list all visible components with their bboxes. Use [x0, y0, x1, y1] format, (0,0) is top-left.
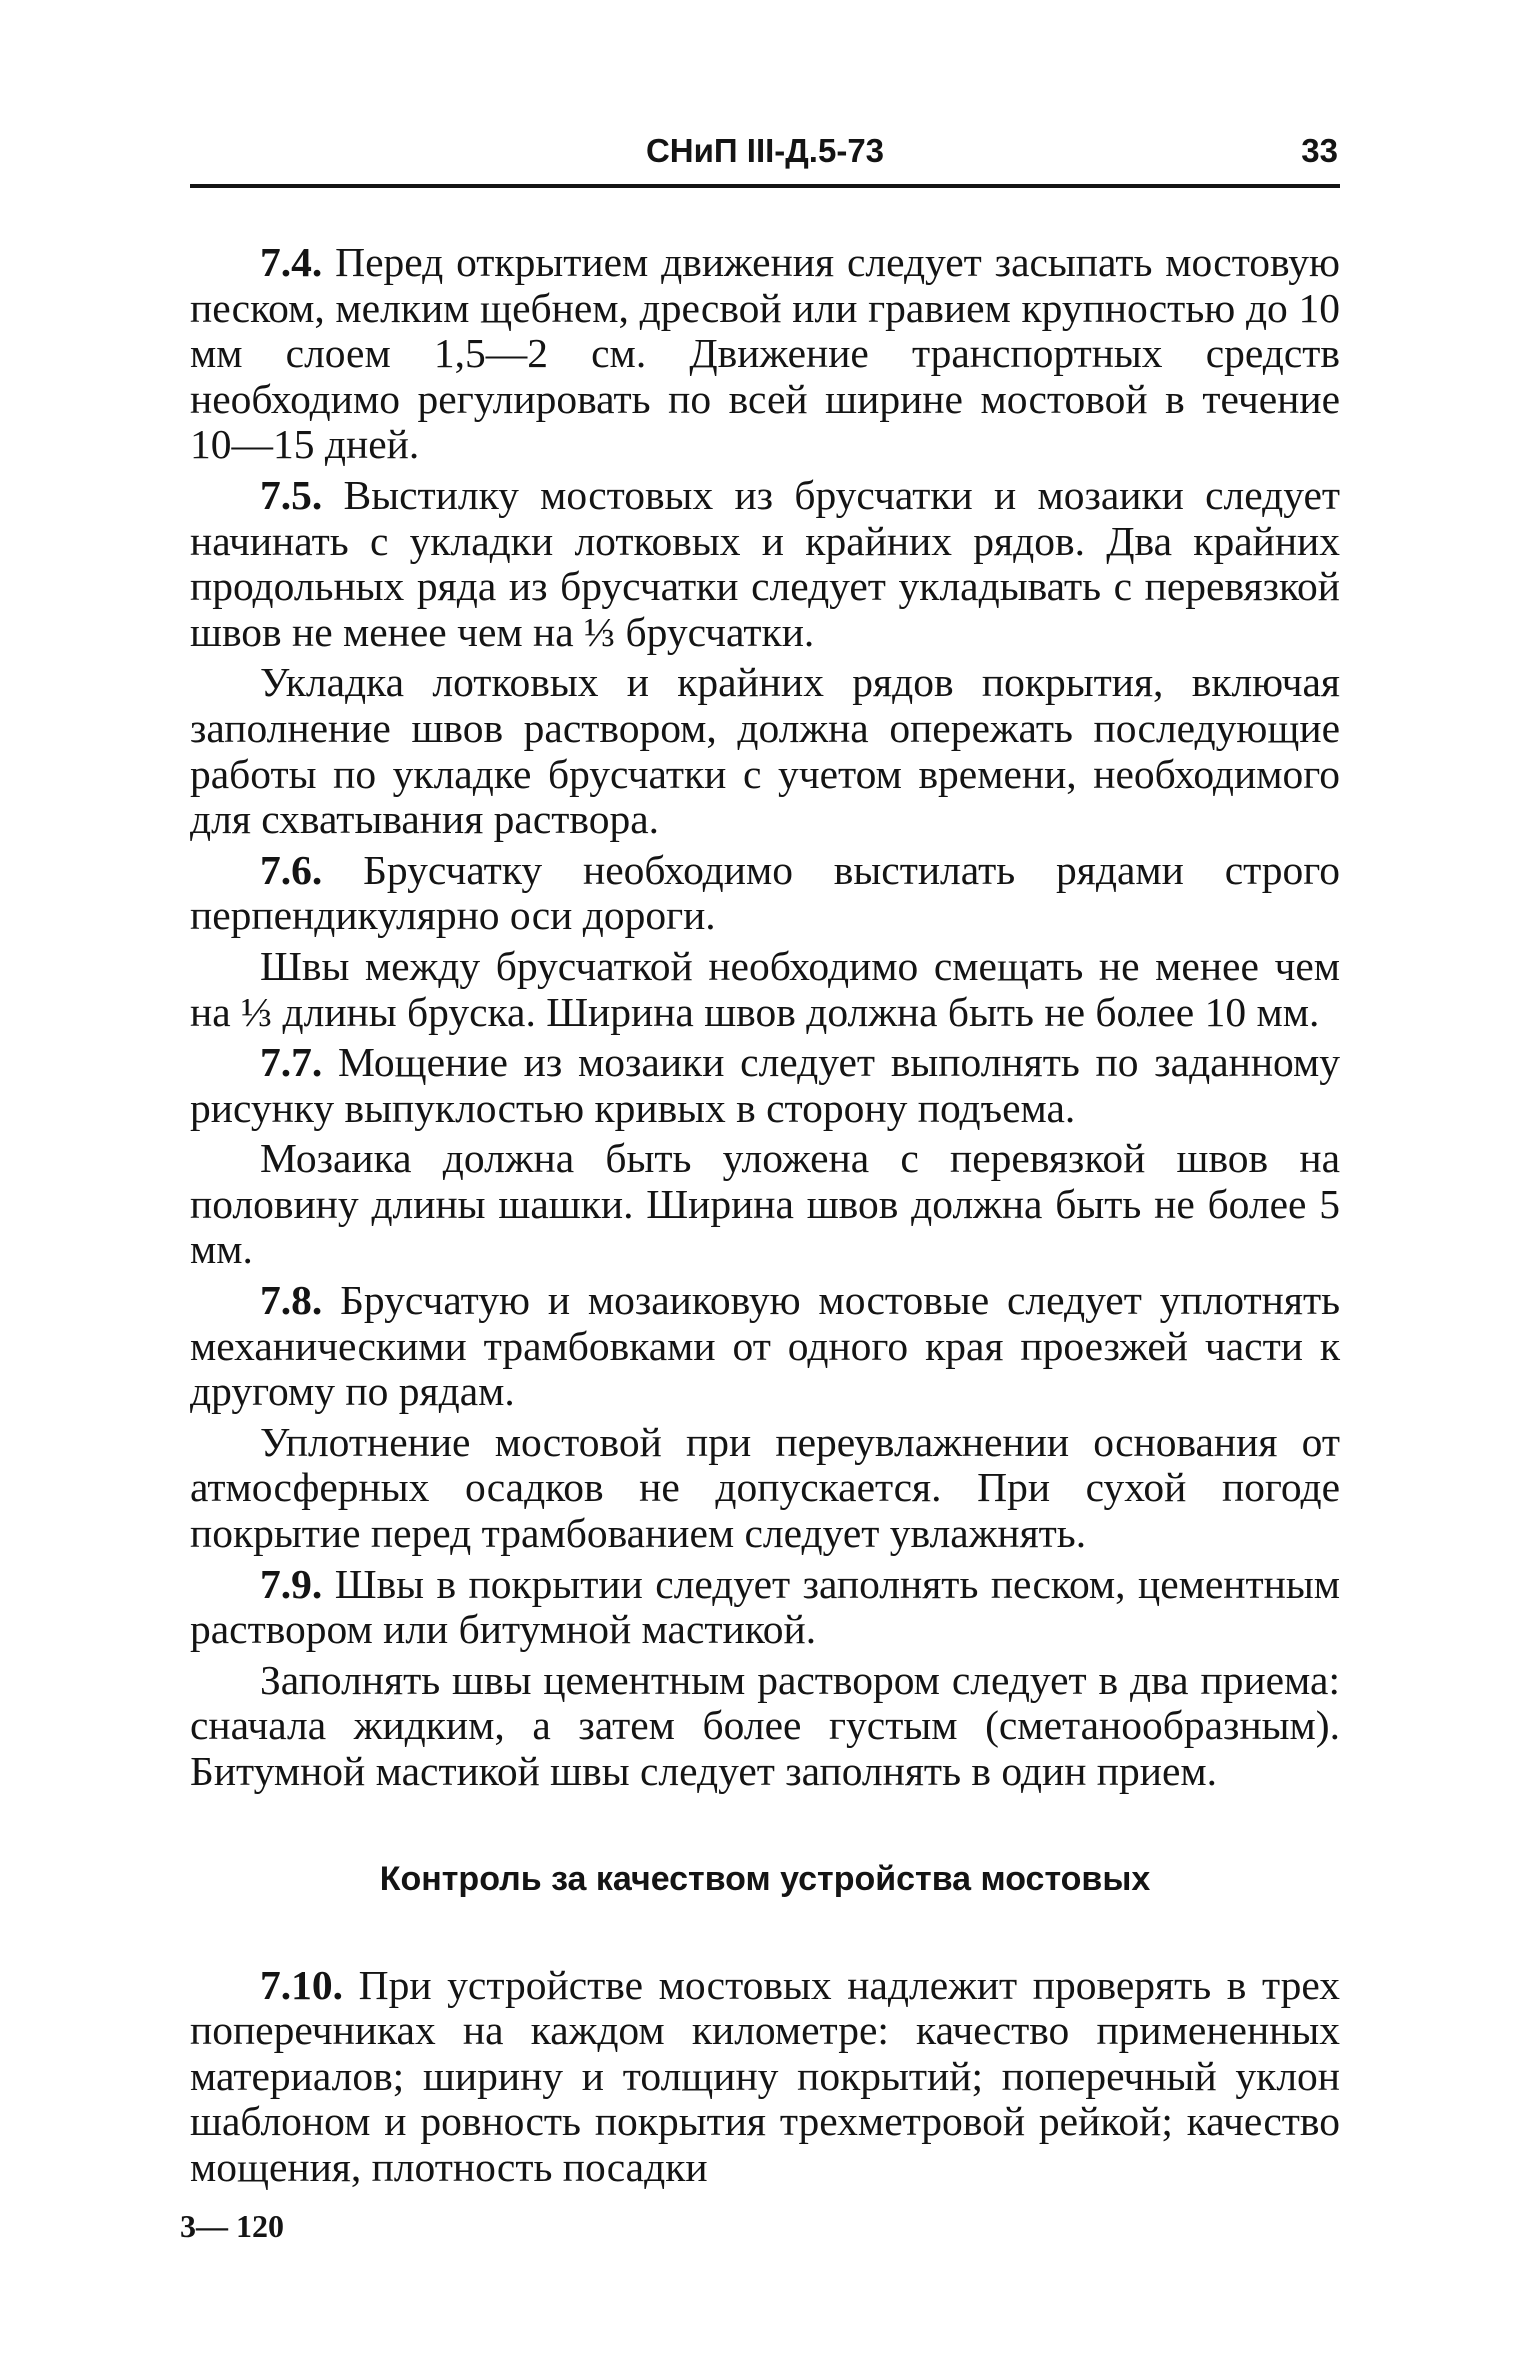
page-header: [190, 126, 1340, 176]
paragraph-text: Швы между брусчаткой необходимо смещать не менее чем на ⅓ длины бруска. Ширина швов должна быть не более 10 мм.: [190, 942, 1340, 1035]
paragraph-text: Выстилку мостовых из брусчатки и мозаики следует начинать с укладки лотковых и крайних рядов. Два крайних продольных ряда из брусчатки следует укладывать с перевязкой швов не менее чем на ⅓ брусчатки.: [190, 471, 1341, 655]
paragraph-text: Швы в покрытии следует заполнять песком, цементным раствором или битумной мастикой.: [190, 1560, 1341, 1653]
clause-number: 7.8.: [260, 1277, 323, 1324]
clause-number: 7.9.: [260, 1560, 323, 1607]
paragraph-text: Брусчатку необходимо выстилать рядами строго перпендикулярно оси дороги.: [190, 846, 1340, 939]
paragraph-text: Мощение из мозаики следует выполнять по заданному рисунку выпуклостью кривых в сторону подъема.: [190, 1039, 1341, 1131]
paragraph: [190, 240, 1340, 468]
paragraph-text: Укладка лотковых и крайних рядов покрытия, включая заполнение швов раствором, должна опережать последующие работы по укладке брусчатки с учетом времени, необходимого для схватывания раствора.: [190, 659, 1340, 843]
signature-mark: 3— 120: [180, 2208, 284, 2244]
paragraph-text: Перед открытием движения следует засыпать мостовую песком, мелким щебнем, дресвой или гравием крупностью до 10 мм слоем 1,5—2 см. Движение транспортных средств необходимо регулировать по всей ширине мостовой в течение 10—15 дней.: [190, 239, 1340, 468]
header-rule: [190, 184, 1340, 188]
paragraph: [190, 1040, 1340, 1131]
clause-number: 7.4.: [260, 239, 323, 285]
paragraph: [190, 1420, 1340, 1557]
paragraph: [190, 944, 1340, 1035]
page-body: [190, 240, 1340, 2196]
paragraph: [190, 1658, 1340, 1795]
paragraph: [190, 1562, 1340, 1653]
section-title: Контроль за качеством устройства мостовых: [379, 1859, 1151, 1898]
paragraph-text: При устройстве мостовых надлежит проверять в трех поперечниках на каждом километре: качество примененных материалов; ширину и толщину покрытий; поперечный уклон шаблоном и ровность покрытия трехметровой рейкой; качество мощения, плотность посадки: [190, 1961, 1340, 2190]
clause-number: 7.6.: [260, 846, 323, 893]
paragraph: [190, 473, 1340, 655]
paragraph-text: Брусчатую и мозаиковую мостовые следует уплотнять механическими трамбовками от одного края проезжей части к другому по рядам.: [190, 1277, 1341, 1415]
paragraph-text: Заполнять швы цементным раствором следует в два приема: сначала жидким, а затем более густым (сметанообразным). Битумной мастикой швы следует заполнять в один прием.: [190, 1656, 1340, 1794]
paragraph: [190, 1278, 1340, 1415]
paragraph: [190, 848, 1340, 939]
paragraph-text: Мозаика должна быть уложена с перевязкой швов на половину длины шашки. Ширина швов должна быть не более 5 мм.: [190, 1135, 1340, 1273]
clause-number: 7.5.: [260, 471, 323, 518]
clause-number: 7.10.: [260, 1961, 343, 2008]
paragraph-text: Уплотнение мостовой при переувлажнении основания от атмосферных осадков не допускается. При сухой погоде покрытие перед трамбованием следует увлажнять.: [190, 1418, 1340, 1557]
page-number: 33: [1301, 132, 1338, 169]
paragraph: [190, 1963, 1340, 2191]
document-code: СНиП III-Д.5-73: [645, 132, 885, 169]
paragraph: [190, 660, 1340, 842]
clause-number: 7.7.: [260, 1039, 323, 1086]
paragraph: [190, 1136, 1340, 1273]
